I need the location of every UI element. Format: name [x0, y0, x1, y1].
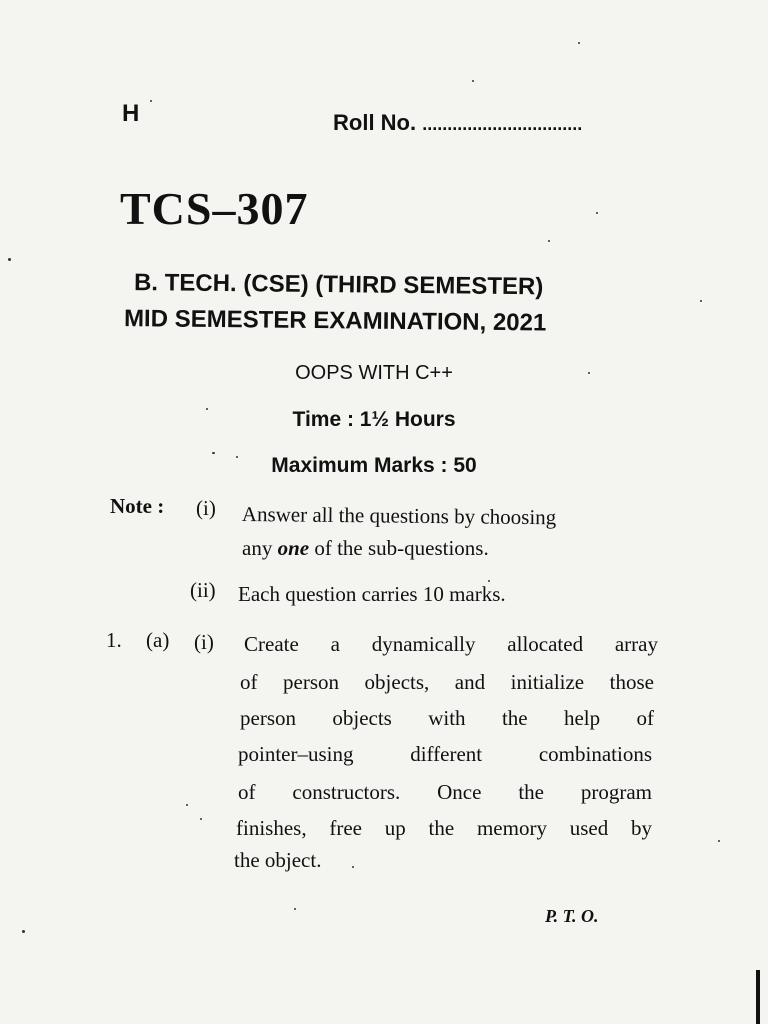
- note-item-text: Answer all the questions by choosing: [241, 502, 557, 530]
- scan-speck: [548, 240, 550, 242]
- question-text-line: person objects with the help of: [240, 706, 654, 730]
- roll-number-row: [333, 110, 582, 136]
- scan-speck: [352, 866, 354, 868]
- note-text-fragment: any: [242, 536, 278, 560]
- paper-set-letter: H: [122, 100, 140, 127]
- scan-speck: [236, 456, 238, 458]
- scan-speck: [200, 818, 202, 820]
- scan-speck: [186, 804, 188, 806]
- scan-speck: [206, 408, 208, 410]
- note-item-marker: (i): [196, 496, 216, 520]
- note-item-text-continued: [242, 536, 489, 561]
- question-part-label: (i): [194, 630, 214, 654]
- paper-code: TCS–307: [120, 183, 309, 234]
- maximum-marks: Maximum Marks : 50: [271, 454, 477, 477]
- subject-title: OOPS WITH C++: [295, 362, 453, 384]
- question-text-line: Create a dynamically allocated array: [244, 632, 658, 656]
- scan-speck: [596, 212, 598, 214]
- scan-speck: [472, 80, 474, 82]
- note-item-text: Each question carries 10 marks.: [238, 582, 506, 606]
- scan-speck: [588, 372, 590, 374]
- roll-number-blank: ................................: [422, 114, 583, 134]
- please-turn-over: P. T. O.: [545, 906, 599, 926]
- note-emphasis: one: [277, 536, 310, 560]
- question-text-line: the object.: [234, 848, 322, 872]
- course-heading: B. TECH. (CSE) (THIRD SEMESTER): [133, 269, 544, 301]
- question-sub-label: (a): [146, 628, 170, 652]
- question-text-line: pointer–using different combinations: [238, 742, 652, 766]
- scan-speck: [718, 840, 720, 842]
- note-item-marker: (ii): [190, 578, 216, 602]
- exam-heading: MID SEMESTER EXAMINATION, 2021: [123, 305, 547, 337]
- time-allowed: Time : 1½ Hours: [292, 408, 456, 431]
- scan-speck: [22, 930, 25, 933]
- scan-speck: [700, 300, 702, 302]
- scan-edge-mark: [756, 970, 760, 1024]
- note-text-fragment: of the sub-questions.: [309, 536, 489, 560]
- roll-number-label: Roll No.: [333, 110, 417, 135]
- question-text-line: of constructors. Once the program: [238, 780, 652, 804]
- question-text-line: finishes, free up the memory used by: [236, 816, 652, 840]
- question-number: 1.: [106, 628, 122, 652]
- scan-speck: [488, 580, 490, 582]
- note-label: Note :: [110, 494, 165, 518]
- scan-speck: [8, 258, 11, 261]
- question-text-line: of person objects, and initialize those: [240, 670, 654, 694]
- scan-speck: [150, 100, 152, 102]
- scan-speck: [578, 42, 580, 44]
- scan-speck: [294, 908, 296, 910]
- scan-speck: [212, 452, 215, 454]
